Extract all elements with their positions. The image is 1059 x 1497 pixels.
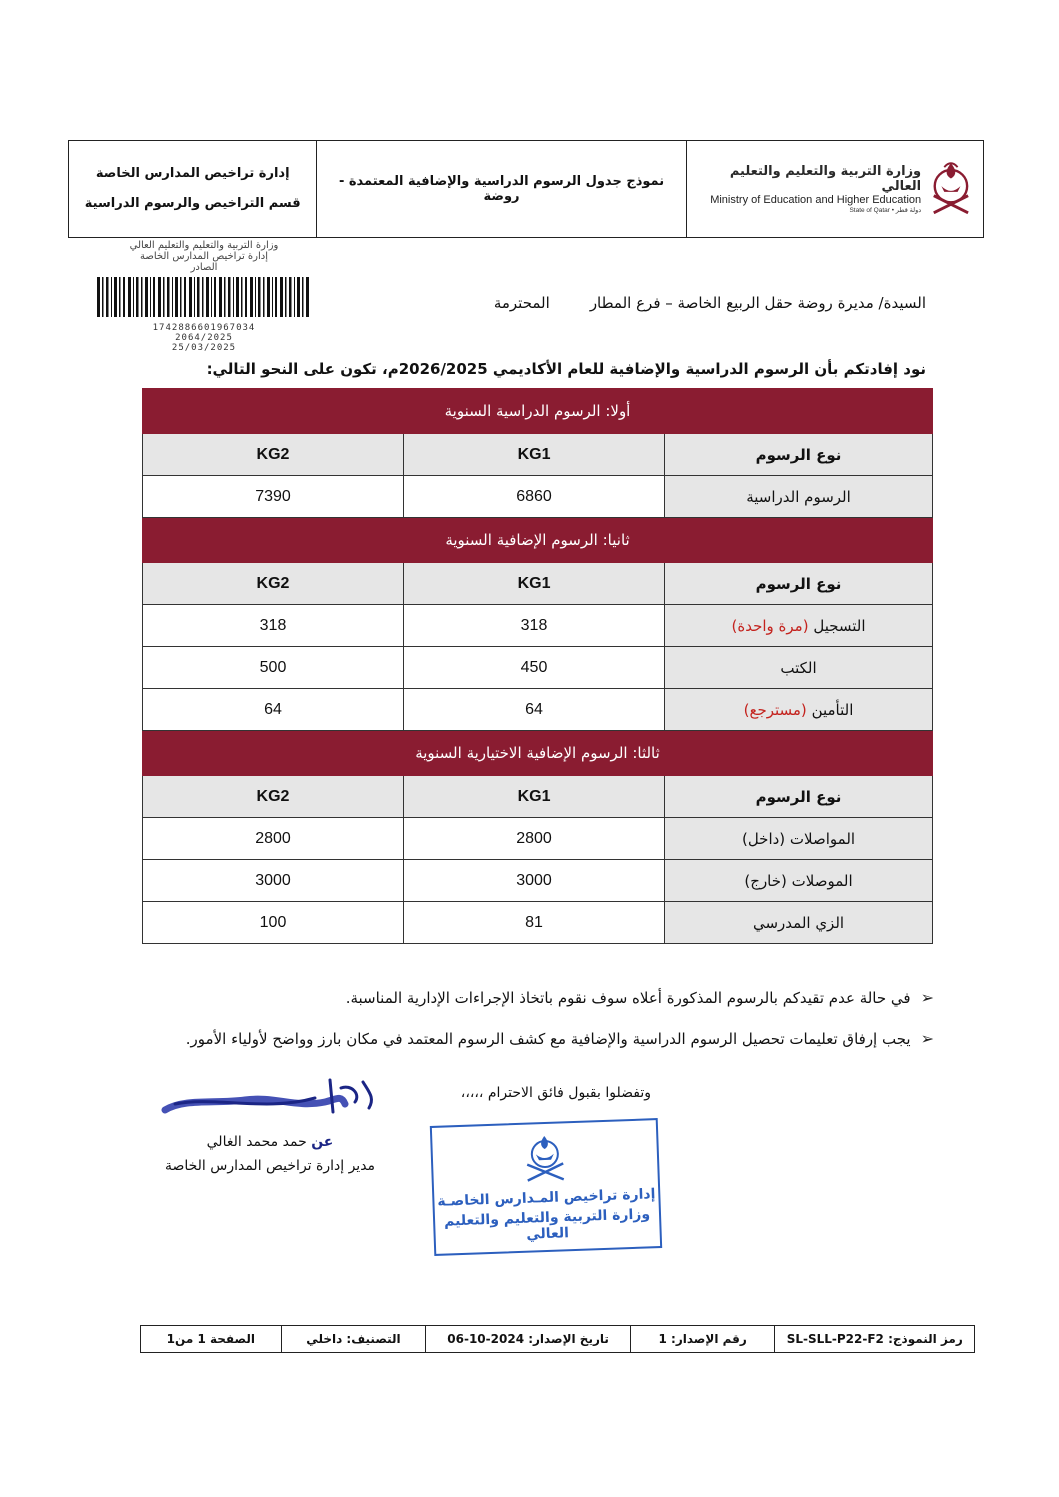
kg2-value: 7390 xyxy=(143,476,404,518)
qatar-emblem-icon xyxy=(929,156,973,222)
kg1-value: 64 xyxy=(404,689,665,731)
page-number: الصفحة 1 من1 xyxy=(166,1332,255,1346)
kg2-header: KG2 xyxy=(143,776,404,818)
signatory-title: مدير إدارة تراخيص المدارس الخاصة xyxy=(164,1158,376,1174)
kg2-value: 2800 xyxy=(143,818,404,860)
document-header xyxy=(68,140,984,238)
list-item xyxy=(134,1029,934,1048)
seal-line-1: إدارة تراخيص المـدارس الخاصـة xyxy=(437,1186,656,1210)
note-text: في حالة عدم تقيدكم بالرسوم المذكورة أعلاه سوف نقوم باتخاذ الإجراءات الإدارية المناسبة. xyxy=(345,988,911,1007)
honorific: المحترمة xyxy=(493,294,550,312)
table-header-row xyxy=(143,434,933,476)
issue-date: تاريخ الإصدار: 2024-10-06 xyxy=(425,1326,630,1352)
fee-label: الموصلات (خارج) xyxy=(665,860,933,902)
form-title: نموذج جدول الرسوم الدراسية والإضافية المعتمدة - روضة xyxy=(316,141,685,237)
fee-note: (مرة واحدة) xyxy=(731,616,809,635)
stamp-line-1: وزارة التربية والتعليم والتعليم العالي xyxy=(129,240,279,251)
signatory-name-text: حمد محمد الغالي xyxy=(206,1134,307,1150)
fee-note: (مسترجع) xyxy=(743,700,807,719)
document-footer xyxy=(140,1325,975,1353)
arrow-bullet-icon: ➢ xyxy=(920,1029,934,1048)
barcode-number: 1742886601967034 xyxy=(152,323,256,333)
kg2-header: KG2 xyxy=(143,434,404,476)
ministry-name-ar: وزارة التربية والتعليم والتعليم العالي xyxy=(729,164,922,194)
section-title-optional: ثالثا: الرسوم الإضافية الاختيارية السنوية xyxy=(143,731,933,776)
table-row xyxy=(143,647,933,689)
qatar-emblem-icon xyxy=(520,1131,570,1185)
kg1-value: 2800 xyxy=(404,818,665,860)
table-row xyxy=(143,476,933,518)
kg1-header: KG1 xyxy=(404,563,665,605)
fee-label: المواصلات (داخل) xyxy=(665,818,933,860)
signature-prefix: عن xyxy=(311,1134,334,1150)
kg1-value: 3000 xyxy=(404,860,665,902)
seal-line-2: وزارة التربية والتعليم والتعليم العالي xyxy=(443,1206,651,1243)
list-item xyxy=(134,988,934,1007)
kg1-value: 81 xyxy=(404,902,665,944)
stamp-text xyxy=(88,240,320,273)
barcode-icon xyxy=(97,277,312,317)
intro-paragraph: نود إفادتكم بأن الرسوم الدراسية والإضافية للعام الأكاديمي 2026/2025م، تكون على النحو التالي: xyxy=(206,360,926,378)
handwritten-signature-icon xyxy=(155,1068,385,1128)
arrow-bullet-icon: ➢ xyxy=(920,988,934,1007)
ministry-name xyxy=(697,164,922,214)
fee-type-header: نوع الرسوم xyxy=(665,434,933,476)
ministry-name-en: Ministry of Education and Higher Education xyxy=(710,194,922,206)
section-title-tuition: أولا: الرسوم الدراسية السنوية xyxy=(143,389,933,434)
kg1-value: 318 xyxy=(404,605,665,647)
fee-label-text: التأمين xyxy=(811,700,854,719)
kg1-value: 6860 xyxy=(404,476,665,518)
section-header xyxy=(143,731,933,776)
kg2-value: 64 xyxy=(143,689,404,731)
fee-type-header: نوع الرسوم xyxy=(665,776,933,818)
kg2-value: 500 xyxy=(143,647,404,689)
reference-number: 2064/2025 xyxy=(175,333,233,343)
section-name: قسم التراخيص والرسوم الدراسية xyxy=(84,196,301,211)
fee-label xyxy=(665,689,933,731)
table-row xyxy=(143,605,933,647)
fees-table xyxy=(142,388,933,944)
stamp-date: 25/03/2025 xyxy=(171,343,237,353)
kg2-value: 318 xyxy=(143,605,404,647)
form-code: رمز النموذج: SL-SLL-P22-F2 xyxy=(774,1326,974,1352)
signatory-name xyxy=(140,1134,400,1150)
section-header xyxy=(143,518,933,563)
fee-type-header: نوع الرسوم xyxy=(665,563,933,605)
kg1-header: KG1 xyxy=(404,776,665,818)
classification: التصنيف: داخلي xyxy=(281,1326,426,1352)
section-title-additional: ثانيا: الرسوم الإضافية السنوية xyxy=(143,518,933,563)
salutation xyxy=(494,294,926,312)
closing-line: وتفضلوا بقبول فائق الاحترام ،،،،، xyxy=(460,1085,651,1101)
table-row xyxy=(143,902,933,944)
table-header-row xyxy=(143,776,933,818)
table-row xyxy=(143,818,933,860)
note-text: يجب إرفاق تعليمات تحصيل الرسوم الدراسية والإضافية مع كشف الرسوم المعتمد في مكان بارز وواضح لأولياء الأمور. xyxy=(185,1029,911,1048)
department-cell xyxy=(69,141,316,237)
fee-label: الكتب xyxy=(665,647,933,689)
kg2-value: 3000 xyxy=(143,860,404,902)
state-label: State of Qatar • دولة قطر xyxy=(849,207,922,214)
fee-label-text: التسجيل xyxy=(813,616,866,635)
version-number: رقم الإصدار: 1 xyxy=(630,1326,775,1352)
department-name: إدارة تراخيص المدارس الخاصة xyxy=(95,166,290,181)
ministry-logo-cell xyxy=(686,141,983,237)
recipient: السيدة/ مديرة روضة حقل الربيع الخاصة – فرع المطار xyxy=(589,294,926,312)
fee-label: الرسوم الدراسية xyxy=(665,476,933,518)
stamp-line-3: الصادر xyxy=(190,262,218,273)
kg2-header: KG2 xyxy=(143,563,404,605)
outgoing-stamp xyxy=(88,240,320,353)
fee-label: الزي المدرسي xyxy=(665,902,933,944)
kg1-value: 450 xyxy=(404,647,665,689)
fee-label xyxy=(665,605,933,647)
official-seal xyxy=(430,1118,662,1256)
kg2-value: 100 xyxy=(143,902,404,944)
kg1-header: KG1 xyxy=(404,434,665,476)
table-row xyxy=(143,689,933,731)
table-header-row xyxy=(143,563,933,605)
section-header xyxy=(143,389,933,434)
notes-list xyxy=(134,988,934,1070)
table-row xyxy=(143,860,933,902)
stamp-line-2: إدارة تراخيص المدارس الخاصة xyxy=(140,251,268,262)
signature-block xyxy=(140,1068,400,1174)
